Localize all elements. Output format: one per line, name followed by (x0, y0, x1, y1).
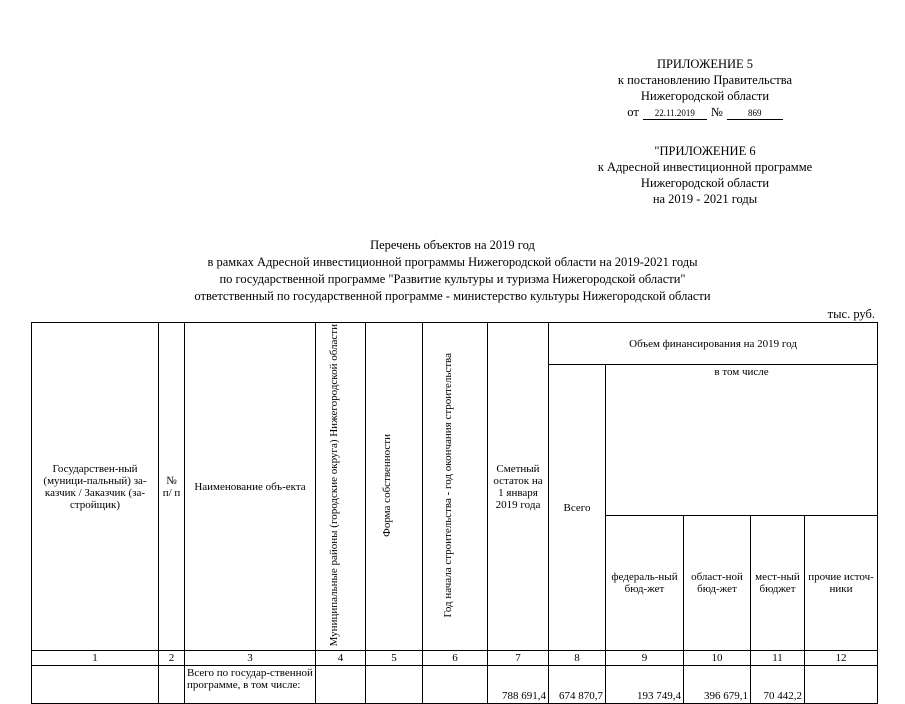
cell-federal: 193 749,4 (606, 666, 684, 704)
col-number: 1 (32, 651, 159, 666)
header-customer: Государствен-ный (муници-пальный) за-казчик / Заказчик (за-стройщик) (32, 323, 159, 651)
decree-number: 869 (727, 108, 783, 120)
header-regional: област-ной бюд-жет (684, 516, 751, 651)
title-line-2: в рамках Адресной инвестиционной программы Нижегородской области на 2019-2021 годы (207, 255, 698, 269)
column-numbers-row (32, 651, 878, 666)
header-ownership-text: Форма собственности (381, 433, 393, 537)
appendix-5-header (555, 56, 855, 120)
col-number: 11 (751, 651, 805, 666)
decree-date-line (555, 104, 855, 120)
title-line-3: по государственной программе "Развитие культуры и туризма Нижегородской области" (219, 272, 686, 286)
col-number: 5 (366, 651, 423, 666)
col-number: 7 (488, 651, 549, 666)
cell-other (805, 666, 878, 704)
header-local: мест-ный бюджет (751, 516, 805, 651)
header-districts (316, 323, 366, 651)
cell-years (423, 666, 488, 704)
appendix-5-title: ПРИЛОЖЕНИЕ 5 (656, 57, 754, 71)
decree-date: 22.11.2019 (643, 108, 707, 120)
number-label: № (710, 105, 723, 119)
from-label: от (627, 105, 639, 119)
cell-districts (316, 666, 366, 704)
appendix-5-line3: Нижегородской области (640, 89, 770, 103)
cell-balance: 788 691,4 (488, 666, 549, 704)
appendix-5-line2: к постановлению Правительства (617, 73, 793, 87)
header-years (423, 323, 488, 651)
title-line-1: Перечень объектов на 2019 год (370, 238, 535, 252)
cell-ownership (366, 666, 423, 704)
header-total: Всего (549, 365, 606, 651)
title-line-4: ответственный по государственной программе - министерство культуры Нижегородской области (194, 289, 711, 303)
col-number: 8 (549, 651, 606, 666)
header-districts-text: Муниципальные районы (городские округа) Нижегородской области (327, 324, 340, 647)
cell-object-name: Всего по государ-ственной программе, в том числе: (185, 666, 316, 704)
appendix-6-header (555, 143, 855, 207)
cell-total: 674 870,7 (549, 666, 606, 704)
col-number: 9 (606, 651, 684, 666)
header-object-name: Наименование объ-екта (185, 323, 316, 651)
cell-regional: 396 679,1 (684, 666, 751, 704)
appendix-6-title: "ПРИЛОЖЕНИЕ 6 (654, 144, 756, 158)
unit-label: тыс. руб. (827, 307, 875, 321)
col-number: 6 (423, 651, 488, 666)
header-federal: федераль-ный бюд-жет (606, 516, 684, 651)
header-ownership (366, 323, 423, 651)
header-including: в том числе (606, 365, 878, 516)
document-title (0, 237, 905, 305)
col-number: 2 (159, 651, 185, 666)
header-balance: Сметный остаток на 1 января 2019 года (488, 323, 549, 651)
cell-customer (32, 666, 159, 704)
appendix-6-line2: к Адресной инвестиционной программе (597, 160, 813, 174)
appendix-6-line3: Нижегородской области (640, 176, 770, 190)
col-number: 3 (185, 651, 316, 666)
financing-table (31, 322, 878, 704)
col-number: 4 (316, 651, 366, 666)
header-number: № п/ п (159, 323, 185, 651)
table-row (32, 666, 878, 704)
header-years-text: Год начала строительства - год окончания строительства (442, 352, 454, 618)
header-financing: Объем финансирования на 2019 год (549, 323, 878, 365)
header-other: прочие источ-ники (805, 516, 878, 651)
cell-number (159, 666, 185, 704)
col-number: 12 (805, 651, 878, 666)
appendix-6-line4: на 2019 - 2021 годы (652, 192, 758, 206)
col-number: 10 (684, 651, 751, 666)
cell-local: 70 442,2 (751, 666, 805, 704)
